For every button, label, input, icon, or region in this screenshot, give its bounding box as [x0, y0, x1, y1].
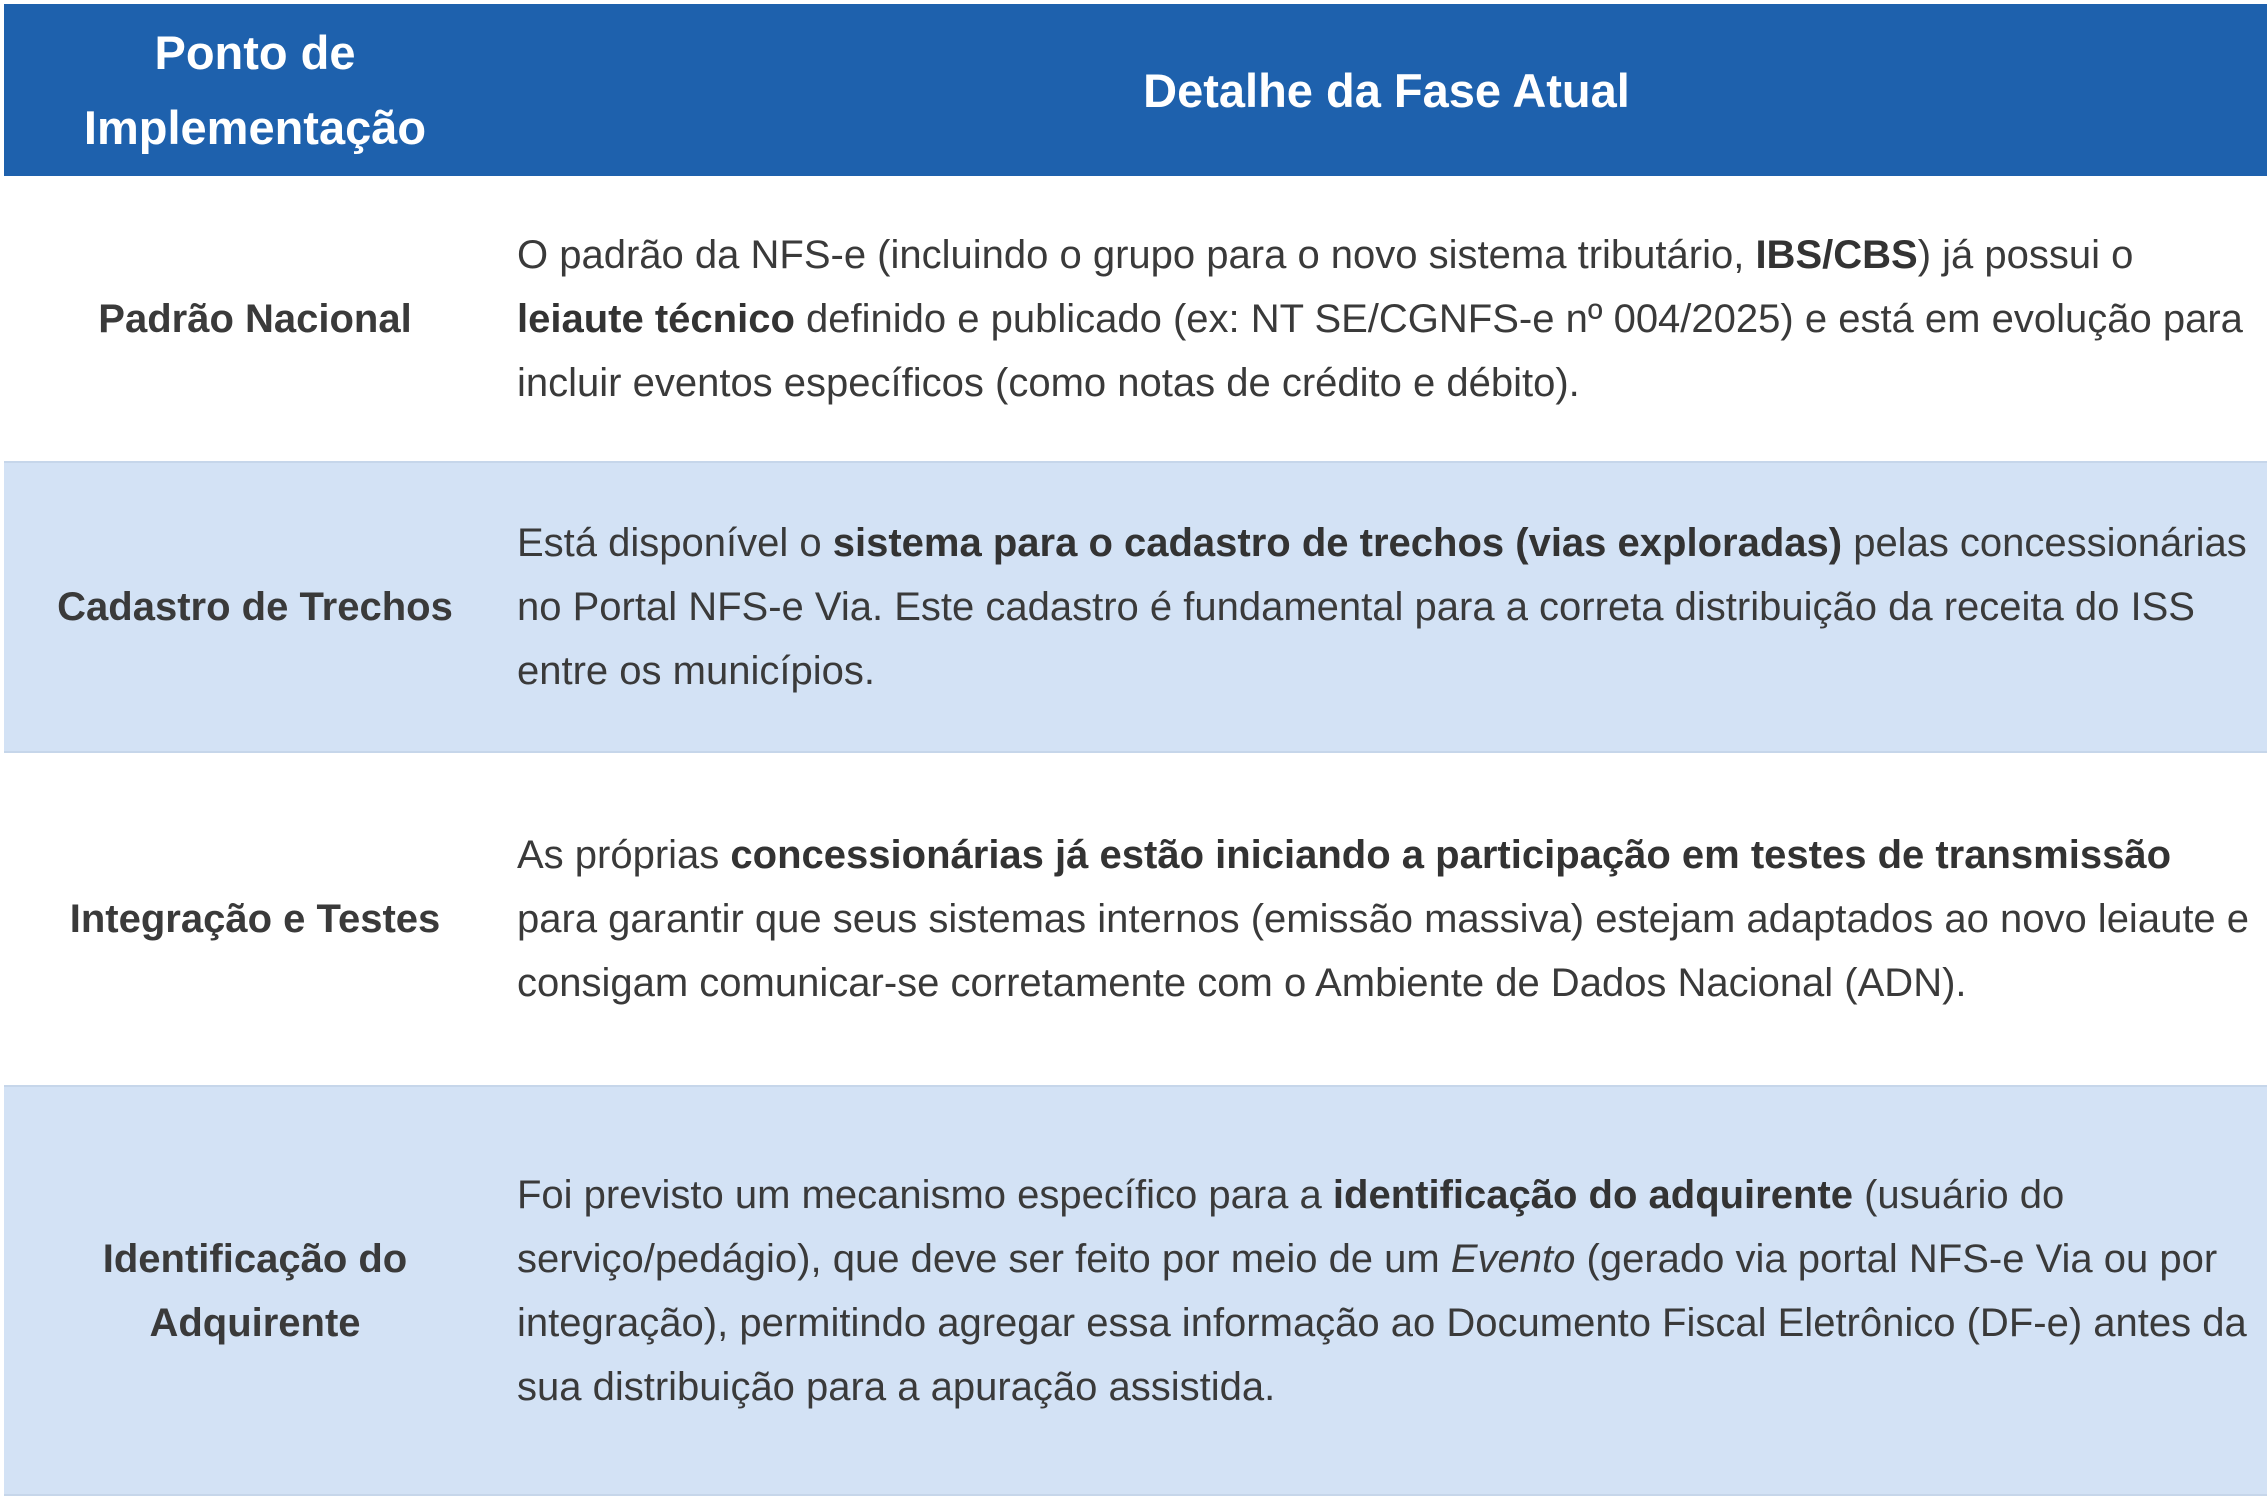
- row-label: Cadastro de Trechos: [57, 585, 453, 629]
- row-detail: Está disponível o sistema para o cadastro de trechos (vias exploradas) pelas concessionárias no Portal NFS-e Via. Este cadastro é fundamental para a correta distribuição da receita do ISS entre os municípios.: [517, 521, 2247, 693]
- table-row: [4, 463, 2267, 753]
- header-implementation-point: Ponto de Implementação: [83, 26, 427, 154]
- row-detail: O padrão da NFS-e (incluindo o grupo para o novo sistema tributário, IBS/CBS) já possui o leiaute técnico definido e publicado (ex: NT SE/CGNFS-e nº 004/2025) e está em evolução para incluir eventos específicos (como notas de crédito e débito).: [517, 232, 2243, 405]
- row-label: Padrão Nacional: [98, 296, 412, 341]
- row-label: Identificação do Adquirente: [102, 1236, 408, 1345]
- table-header: [4, 4, 2267, 176]
- table-row: [4, 753, 2267, 1087]
- row-label: Integração e Testes: [69, 897, 441, 941]
- row-detail: Foi previsto um mecanismo específico para a identificação do adquirente (usuário do serviço/pedágio), que deve ser feito por meio de um Evento (gerado via portal NFS-e Via ou por integração), permitindo agregar essa informação ao Documento Fiscal Eletrônico (DF-e) antes da sua distribuição para a apuração assistida.: [517, 1172, 2247, 1409]
- implementation-table: [4, 4, 2267, 1496]
- row-detail: As próprias concessionárias já estão iniciando a participação em testes de transmissão para garantir que seus sistemas internos (emissão massiva) estejam adaptados ao novo leiaute e consigam comunicar-se corretamente com o Ambiente de Dados Nacional (ADN).: [517, 833, 2250, 1005]
- table-row: [4, 176, 2267, 463]
- header-current-phase-detail: Detalhe da Fase Atual: [1143, 63, 1630, 117]
- table-row: [4, 1087, 2267, 1496]
